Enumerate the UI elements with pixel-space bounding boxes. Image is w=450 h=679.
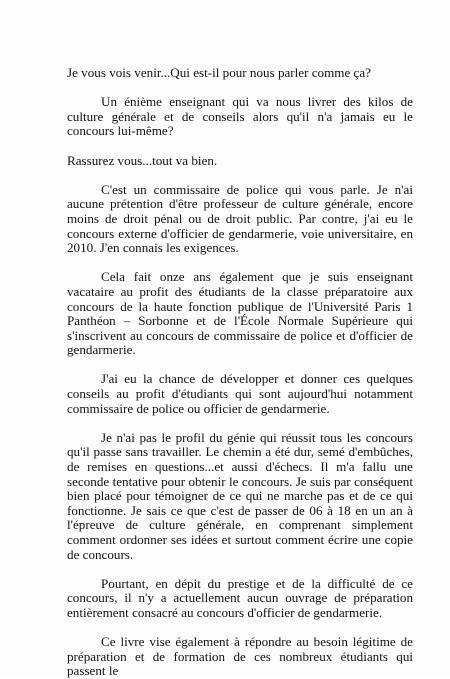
paragraph-commissaire: C'est un commissaire de police qui vous parle. Je n'ai aucune prétention d'être professeur de culture générale, encore moins de droit pénal ou de droit public. Par contre, j'ai eu le concours externe d'officier de gendarmerie, voie universitaire, en 2010. J'en connais les exigences. — [67, 181, 413, 256]
paragraph-enieme-enseignant: Un énième enseignant qui va nous livrer des kilos de culture générale et de conseils alors qu'il n'a jamais eu le concours lui-même? — [67, 94, 413, 139]
paragraph-pourtant: Pourtant, en dépit du prestige et de la difficulté de ce concours, il n'y a actuellement aucun ouvrage de préparation entièrement consacré au concours d'officier de gendarmerie. — [67, 575, 413, 620]
paragraph-conseils: J'ai eu la chance de développer et donner ces quelques conseils au profit d'étudiants qui sont aujourd'hui notamment commissaire de police ou officier de gendarmerie. — [67, 371, 413, 416]
document-body — [67, 66, 413, 679]
paragraph-ce-livre: Ce livre vise également à répondre au besoin légitime de préparation et de formation de ces nombreux étudiants qui passent le — [67, 634, 413, 679]
paragraph-enseignant-vacataire: Cela fait onze ans également que je suis enseignant vacataire au profit des étudiants de la classe préparatoire aux concours de la haute fonction publique de l'Université Paris 1 Panthéon – Sorbonne et de l'École Normale Supérieure qui s'inscrivent au concours de commissaire de police et d'officier de gendarmerie. — [67, 269, 413, 358]
paragraph-rassurez-vous: Rassurez vous...tout va bien. — [67, 152, 218, 168]
paragraph-intro-question: Je vous vois venir...Qui est-il pour nous parler comme ça? — [67, 65, 371, 80]
paragraph-profil: Je n'ai pas le profil du génie qui réussit tous les concours qu'il passe sans travailler. Le chemin a été dur, semé d'embûches, de remises en questions...et aussi d'échecs. Il m'a fallu une seconde tentative pour obtenir le concours. Je suis par conséquent bien placé pour témoigner de ce qui ne marche pas et de ce qui fonctionne. Je sais ce que c'est de passer de 06 à 18 en un an à l'épreuve de culture générale, en comprenant simplement comment ordonner ses idées et surtout comment écrire une copie de concours. — [67, 429, 413, 562]
